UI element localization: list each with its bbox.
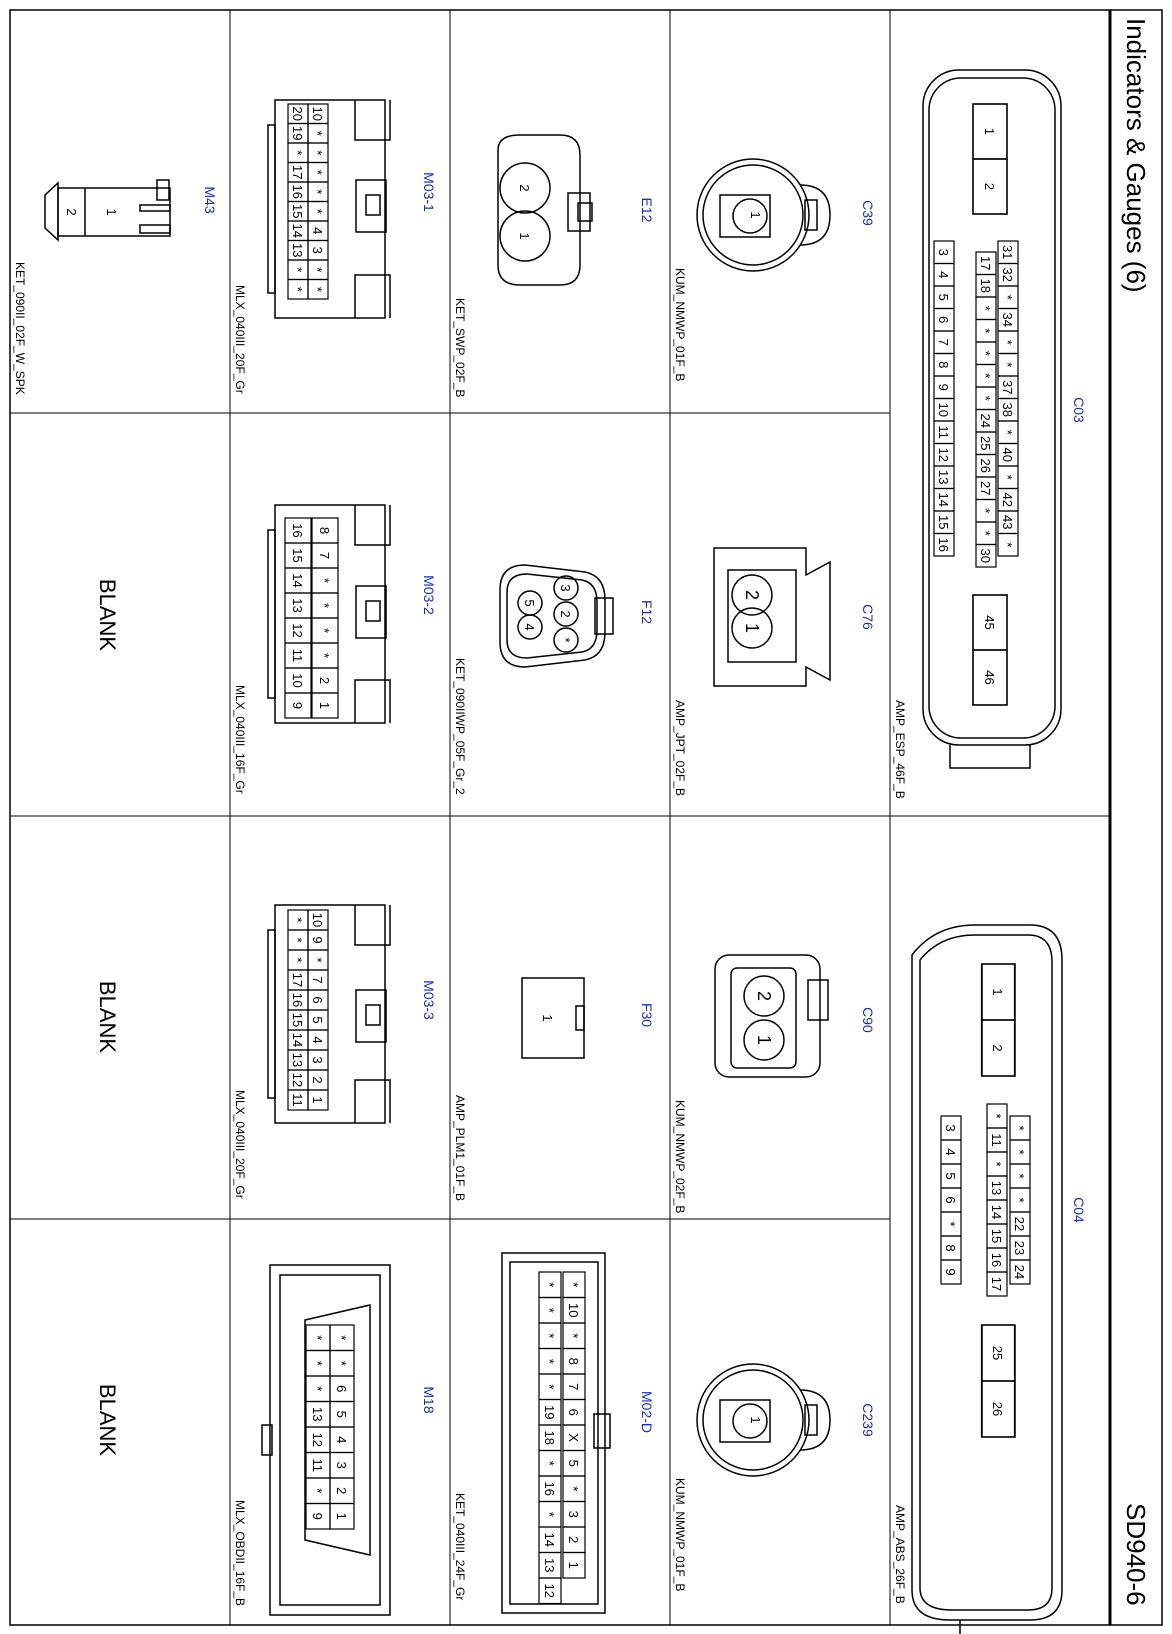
connector-id: M03-3 xyxy=(421,980,437,1020)
connector-name: KET_SWP_02F_B xyxy=(453,298,467,398)
pin-label: 42 xyxy=(1000,492,1015,507)
pin-label: * xyxy=(310,1488,325,1494)
pin-label: * xyxy=(310,286,325,292)
pin-label: 13 xyxy=(936,470,951,485)
pin-label: * xyxy=(317,577,332,584)
pin-label: * xyxy=(978,373,993,379)
connector-m18 xyxy=(233,1265,437,1615)
pin-label: 13 xyxy=(290,1052,305,1068)
connector-name: KET_090IIWP_05F_Gr_2 xyxy=(453,658,467,795)
pin-label: 11 xyxy=(290,648,305,663)
pin-label: 1 xyxy=(990,988,1005,996)
pin-label: 25 xyxy=(990,1345,1005,1361)
pin-label: 5 xyxy=(566,1459,581,1467)
pin-label: * xyxy=(334,1335,349,1341)
pin-label: * xyxy=(290,917,305,923)
connector-id: M03-1 xyxy=(421,172,437,212)
pin-label: 17 xyxy=(290,165,305,180)
pin-label: 18 xyxy=(542,1430,557,1445)
pin-label: * xyxy=(943,1221,958,1227)
pin-label: * xyxy=(978,395,993,401)
pin-label: 10 xyxy=(936,402,951,417)
pin-label: 43 xyxy=(1000,515,1015,530)
page-code: SD940-6 xyxy=(1121,1503,1151,1606)
pin-label: 1 xyxy=(317,701,332,710)
connector-name: KUM_NMWP_02F_B xyxy=(673,1100,687,1214)
pin-label: 26 xyxy=(978,458,993,473)
pin-label: 8 xyxy=(566,1357,581,1365)
connector-name: AMP_PLM1_01F_B xyxy=(453,1095,467,1202)
connector-f30 xyxy=(453,978,655,1201)
pin-label: * xyxy=(1012,1173,1027,1179)
connector-c90 xyxy=(673,955,876,1213)
pin-label: 4 xyxy=(936,271,951,279)
code-group xyxy=(1121,1503,1151,1606)
pin-label: 14 xyxy=(290,1032,305,1048)
connector-id: C76 xyxy=(860,604,876,630)
pin-label: * xyxy=(1012,1149,1027,1155)
pin-label: 27 xyxy=(978,481,993,496)
pin-label: 19 xyxy=(290,126,305,141)
connector-id: C03 xyxy=(1071,397,1087,423)
pin-label: * xyxy=(310,1360,325,1366)
connector-id: C04 xyxy=(1071,1197,1087,1223)
pin-label: 16 xyxy=(936,537,951,552)
pin-label: 2 xyxy=(754,990,774,1002)
pin-label: * xyxy=(290,937,305,943)
connector-f12 xyxy=(453,565,655,795)
pin-label: * xyxy=(310,1386,325,1392)
pin-label: 17 xyxy=(989,1276,1004,1292)
pin-label: 13 xyxy=(290,598,305,613)
pin-label: 4 xyxy=(522,623,537,631)
pin-label: 5 xyxy=(943,1172,958,1180)
pin-label: 19 xyxy=(542,1405,557,1420)
connector-e12 xyxy=(453,135,655,397)
pin-label: 40 xyxy=(1000,447,1015,462)
pin-label: * xyxy=(542,1384,557,1390)
pin-label: 9 xyxy=(936,383,951,391)
pin-label: * xyxy=(989,1161,1004,1167)
connector-id: F12 xyxy=(639,599,655,625)
pin-label: * xyxy=(978,350,993,356)
pin-label: X xyxy=(566,1433,581,1443)
pin-label: 10 xyxy=(310,106,325,121)
pin-label: 16 xyxy=(290,184,305,199)
pin-label: * xyxy=(1000,362,1015,368)
page-title: Indicators & Gauges (6) xyxy=(1121,18,1151,293)
pin-label: * xyxy=(566,1333,581,1339)
pin-label: 12 xyxy=(542,1583,557,1598)
pin-label: * xyxy=(542,1511,557,1517)
pin-label: 6 xyxy=(310,996,325,1004)
connector-id: C90 xyxy=(860,1007,876,1033)
pin-label: 14 xyxy=(542,1532,557,1547)
pin-label: 13 xyxy=(290,243,305,258)
pin-label: * xyxy=(317,627,332,634)
pin-label: * xyxy=(542,1282,557,1288)
connector-name: MLX_040III_20F_Gr xyxy=(233,285,247,394)
pin-label: 6 xyxy=(936,316,951,324)
pin-label: 11 xyxy=(310,1458,325,1472)
pin-label: 7 xyxy=(936,338,951,346)
pin-label: 32 xyxy=(1000,267,1015,282)
pin-label: 8 xyxy=(943,1244,958,1252)
pin-label: 16 xyxy=(542,1481,557,1496)
pin-label: 1 xyxy=(748,1416,763,1424)
connector-name: MLX_040III_16F_Gr xyxy=(233,685,247,794)
pin-label: 14 xyxy=(290,573,305,588)
pin-label: 4 xyxy=(310,227,325,235)
pin-label: 23 xyxy=(1012,1240,1027,1256)
pin-label: 26 xyxy=(990,1401,1005,1417)
pin-label: * xyxy=(310,957,325,963)
pin-label: 1 xyxy=(748,211,763,219)
pin-label: 18 xyxy=(978,278,993,293)
pin-label: 2 xyxy=(558,610,573,618)
pin-label: 3 xyxy=(936,248,951,256)
pin-label: * xyxy=(310,208,325,214)
pin-label: * xyxy=(317,652,332,659)
connector-id: M03-2 xyxy=(421,575,437,615)
connector-id: M02-D xyxy=(639,1390,655,1434)
pin-label: * xyxy=(542,1333,557,1339)
connector-id: M18 xyxy=(421,1386,437,1414)
connector-name: AMP_JPT_02F_B xyxy=(673,700,687,797)
pin-label: 5 xyxy=(936,293,951,301)
pin-label: 8 xyxy=(936,361,951,369)
pin-label: 1 xyxy=(334,1512,349,1520)
pin-label: 13 xyxy=(310,1407,325,1422)
pin-label: 12 xyxy=(290,1072,305,1088)
pin-label: * xyxy=(310,130,325,136)
pin-label: 17 xyxy=(290,972,305,988)
pin-label: 37 xyxy=(1000,380,1015,395)
pin-label: 2 xyxy=(742,589,762,601)
pin-label: 3 xyxy=(943,1124,958,1132)
pin-label: * xyxy=(1012,1197,1027,1203)
pin-label: 20 xyxy=(290,106,305,121)
pin-label: * xyxy=(978,328,993,334)
pin-label: * xyxy=(542,1358,557,1364)
connector-id: M43 xyxy=(202,186,218,214)
pin-label: 24 xyxy=(978,413,993,428)
pin-label: * xyxy=(566,1486,581,1492)
c03-pin-groups xyxy=(934,104,1018,705)
pin-label: 15 xyxy=(290,1012,305,1028)
pin-label: * xyxy=(1000,429,1015,435)
pin-label: * xyxy=(290,957,305,963)
pin-label: * xyxy=(317,602,332,609)
pin-label: 14 xyxy=(290,223,305,238)
pin-label: 16 xyxy=(290,992,305,1008)
pin-label: * xyxy=(978,508,993,514)
pin-label: 16 xyxy=(989,1252,1004,1268)
pin-label: 9 xyxy=(943,1268,958,1276)
pin-label: 4 xyxy=(310,1036,325,1044)
connector-m033 xyxy=(233,905,437,1199)
connector-id: F30 xyxy=(639,1002,655,1028)
pin-label: * xyxy=(290,267,305,273)
pin-label: * xyxy=(310,169,325,175)
pin-label: * xyxy=(566,1282,581,1288)
pin-label: 15 xyxy=(989,1228,1004,1244)
pin-label: * xyxy=(1012,1125,1027,1131)
blank-label: BLANK xyxy=(95,1383,120,1457)
pin-label: 1 xyxy=(310,1096,325,1104)
pin-label: 13 xyxy=(989,1180,1004,1196)
connector-name: KUM_NMWP_01F_B xyxy=(673,1478,687,1592)
pin-label: 2 xyxy=(334,1487,349,1495)
pin-label: 11 xyxy=(989,1133,1004,1147)
blank-label: BLANK xyxy=(95,578,120,652)
pin-label: 34 xyxy=(1000,312,1015,327)
pin-label: 1 xyxy=(540,1014,555,1022)
connector-name: MLX_040III_20F_Gr xyxy=(233,1090,247,1199)
connector-c76 xyxy=(673,548,876,796)
pin-label: 2 xyxy=(317,676,332,685)
pin-label: 3 xyxy=(334,1461,349,1469)
pin-label: * xyxy=(558,637,573,643)
pin-label: 1 xyxy=(517,232,532,240)
pin-label: * xyxy=(1000,542,1015,548)
pin-label: 3 xyxy=(566,1510,581,1518)
pin-label: 46 xyxy=(982,670,997,685)
pin-label: 1 xyxy=(566,1561,581,1569)
pin-label: 45 xyxy=(982,615,997,630)
pin-label: 2 xyxy=(517,184,532,192)
pin-label: 15 xyxy=(936,515,951,530)
pin-label: * xyxy=(310,1335,325,1341)
header-group xyxy=(1121,18,1151,293)
pin-label: 12 xyxy=(290,623,305,638)
pin-label: 10 xyxy=(290,673,305,688)
pin-label: 7 xyxy=(566,1383,581,1391)
pin-label: * xyxy=(1000,339,1015,345)
pin-label: 11 xyxy=(290,1093,305,1107)
pin-label: 5 xyxy=(310,1016,325,1024)
pin-label: * xyxy=(290,150,305,156)
pin-label: 14 xyxy=(989,1204,1004,1220)
connector-id: C39 xyxy=(860,200,876,226)
pin-label: 9 xyxy=(310,1512,325,1520)
pin-label: 5 xyxy=(334,1410,349,1418)
pin-label: 13 xyxy=(542,1558,557,1573)
pin-label: 4 xyxy=(334,1436,349,1444)
connector-name: KET_040III_24F_Gr xyxy=(453,1493,467,1601)
pin-label: * xyxy=(989,1113,1004,1119)
pin-label: 31 xyxy=(1000,245,1015,260)
pin-label: 9 xyxy=(310,936,325,944)
pin-label: 38 xyxy=(1000,402,1015,417)
pin-label: 14 xyxy=(936,492,951,507)
pin-label: 17 xyxy=(978,256,993,271)
pin-label: * xyxy=(978,305,993,311)
pin-label: * xyxy=(1000,474,1015,480)
pin-label: * xyxy=(310,267,325,273)
pin-label: 15 xyxy=(290,548,305,563)
connector-name: KUM_NMWP_01F_B xyxy=(673,268,687,382)
pin-label: 1 xyxy=(982,127,997,136)
pin-label: 10 xyxy=(566,1303,581,1318)
pin-label: * xyxy=(310,189,325,195)
pin-label: 9 xyxy=(290,701,305,710)
pin-label: * xyxy=(542,1460,557,1466)
pin-label: 3 xyxy=(558,584,573,592)
pin-label: 6 xyxy=(334,1385,349,1393)
pin-label: 5 xyxy=(522,599,537,607)
connector-c03 xyxy=(893,70,1087,799)
pin-label: 2 xyxy=(310,1076,325,1084)
pin-label: 2 xyxy=(566,1536,581,1544)
connector-c239 xyxy=(673,1364,876,1591)
pin-label: 1 xyxy=(754,1034,774,1046)
connector-name: KET_090II_02F_W_SPK xyxy=(13,262,27,395)
pin-label: 3 xyxy=(310,246,325,254)
connector-name: MLX_OBDII_16F_B xyxy=(233,1500,247,1607)
pin-label: 11 xyxy=(936,425,951,439)
pin-label: * xyxy=(334,1360,349,1366)
pin-label: * xyxy=(542,1307,557,1313)
pin-label: 6 xyxy=(943,1196,958,1204)
pin-label: 12 xyxy=(310,1432,325,1447)
connector-m43 xyxy=(13,180,218,395)
connector-m031 xyxy=(233,100,437,394)
pin-label: 22 xyxy=(1012,1216,1027,1232)
connector-m032 xyxy=(233,505,437,794)
pin-label: * xyxy=(1000,294,1015,300)
pin-label: 3 xyxy=(310,1056,325,1064)
pin-label: 7 xyxy=(310,976,325,984)
pin-label: 1 xyxy=(104,208,119,216)
connector-name: AMP_ESP_46F_B xyxy=(893,700,907,799)
connector-c04 xyxy=(893,925,1087,1634)
pin-label: 6 xyxy=(566,1408,581,1416)
pin-label: * xyxy=(290,286,305,292)
pin-label: 15 xyxy=(290,204,305,219)
blank-label: BLANK xyxy=(95,980,120,1054)
pin-label: 2 xyxy=(990,1044,1005,1052)
connector-id: E12 xyxy=(639,197,655,223)
pin-label: 25 xyxy=(978,436,993,451)
connector-m02d xyxy=(453,1253,655,1613)
pin-label: 2 xyxy=(64,208,79,216)
pin-label: 30 xyxy=(978,548,993,563)
pin-label: 1 xyxy=(742,622,762,634)
connector-c39 xyxy=(673,159,876,381)
pin-label: * xyxy=(978,530,993,536)
pin-label: 8 xyxy=(317,526,332,535)
pin-label: 10 xyxy=(310,912,325,928)
pin-label: 16 xyxy=(290,523,305,538)
pin-label: 12 xyxy=(936,447,951,462)
connector-name: AMP_ABS_26F_B xyxy=(893,1505,907,1604)
connector-id: C239 xyxy=(860,1403,876,1437)
pin-label: 24 xyxy=(1012,1264,1027,1280)
pin-label: 4 xyxy=(943,1148,958,1156)
pin-label: * xyxy=(310,150,325,156)
pin-label: 7 xyxy=(317,551,332,560)
pin-label: 2 xyxy=(982,182,997,191)
